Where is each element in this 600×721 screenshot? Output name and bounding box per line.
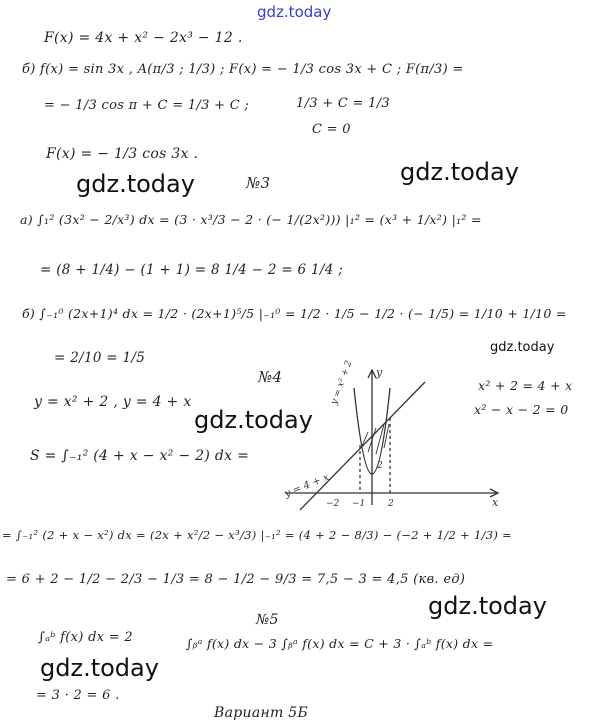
- line-integral-b: б) ∫₋₁⁰ (2x+1)⁴ dx = 1/2 · (2x+1)⁵/5 |₋₁⁰ = 1/2 · 1/5 − 1/2 · (− 1/5) = 1/10 + 1/10 =: [22, 306, 567, 321]
- line-integral-a-result: = (8 + 1/4) − (1 + 1) = 8 1/4 − 2 = 6 1/4 ;: [40, 262, 344, 278]
- variant-heading: Вариант 5Б: [214, 705, 309, 721]
- graph-tick-minus2: −2: [326, 499, 340, 509]
- line-functions: y = x² + 2 , y = 4 + x: [34, 394, 192, 410]
- line-cos-pi: = − 1/3 cos π + C = 1/3 + C ;: [44, 98, 250, 113]
- watermark-right-small: gdz.today: [490, 340, 555, 355]
- graph-tick-2: 2: [388, 499, 394, 509]
- line-area-antiderivative: = ∫₋₁² (2 + x − x²) dx = (2x + x²/2 − x³/3) |₋₁² = (4 + 2 − 8/3) − (−2 + 1/2 + 1/3) =: [2, 528, 513, 542]
- line-part-b-task: б) f(x) = sin 3x , A(π/3 ; 1/3) ; F(x) = − 1/3 cos 3x + C ; F(π/3) =: [22, 62, 464, 77]
- line-area-integral: S = ∫₋₁² (4 + x − x² − 2) dx =: [30, 448, 250, 464]
- line-c-zero: C = 0: [312, 122, 351, 137]
- line-equation-1: x² + 2 = 4 + x: [478, 378, 573, 393]
- watermark-right: gdz.today: [400, 158, 519, 186]
- line-integral-a: а) ∫₁² (3x² − 2/x³) dx = (3 · x³/3 − 2 · (− 1/(2x²))) |₁² = (x³ + 1/x²) |₁² =: [20, 212, 482, 227]
- graph-tick-minus1: −1: [352, 499, 366, 509]
- graph-label-y: y: [376, 366, 383, 379]
- watermark-left: gdz.today: [76, 170, 195, 198]
- graph-label-x: x: [492, 496, 499, 509]
- task-number-3: №3: [246, 174, 271, 192]
- line-integral-transform: ∫ᵦᵃ f(x) dx − 3 ∫ᵦᵃ f(x) dx = C + 3 · ∫ₐᵇ f(x) dx =: [186, 636, 494, 651]
- task-number-5: №5: [256, 612, 279, 628]
- line-final-answer: = 3 · 2 = 6 .: [36, 688, 120, 703]
- line-given-integral: ∫ₐᵇ f(x) dx = 2: [38, 630, 133, 645]
- watermark-bottom-left: gdz.today: [40, 654, 159, 682]
- line-f-answer: F(x) = − 1/3 cos 3x .: [46, 146, 199, 162]
- watermark-right-2: gdz.today: [428, 592, 547, 620]
- task-number-4: №4: [258, 368, 283, 386]
- graph-line: [300, 382, 425, 510]
- line-integral-b-result: = 2/10 = 1/5: [54, 350, 146, 366]
- graph-label-curve: y = x² + 2: [329, 359, 355, 407]
- watermark-top: gdz.today: [257, 3, 332, 21]
- line-one-third-c: 1/3 + C = 1/3: [296, 96, 391, 111]
- line-area-answer: = 6 + 2 − 1/2 − 2/3 − 1/3 = 8 − 1/2 − 9/3 = 7,5 − 3 = 4,5 (кв. ед): [6, 572, 466, 587]
- line-equation-2: x² − x − 2 = 0: [474, 402, 569, 417]
- graph-tick-y2: 2: [377, 461, 383, 471]
- line-f-of-x: F(x) = 4x + x² − 2x³ − 12 .: [44, 30, 243, 46]
- graph-label-line: y = 4 + x: [283, 471, 331, 500]
- watermark-center: gdz.today: [194, 406, 313, 434]
